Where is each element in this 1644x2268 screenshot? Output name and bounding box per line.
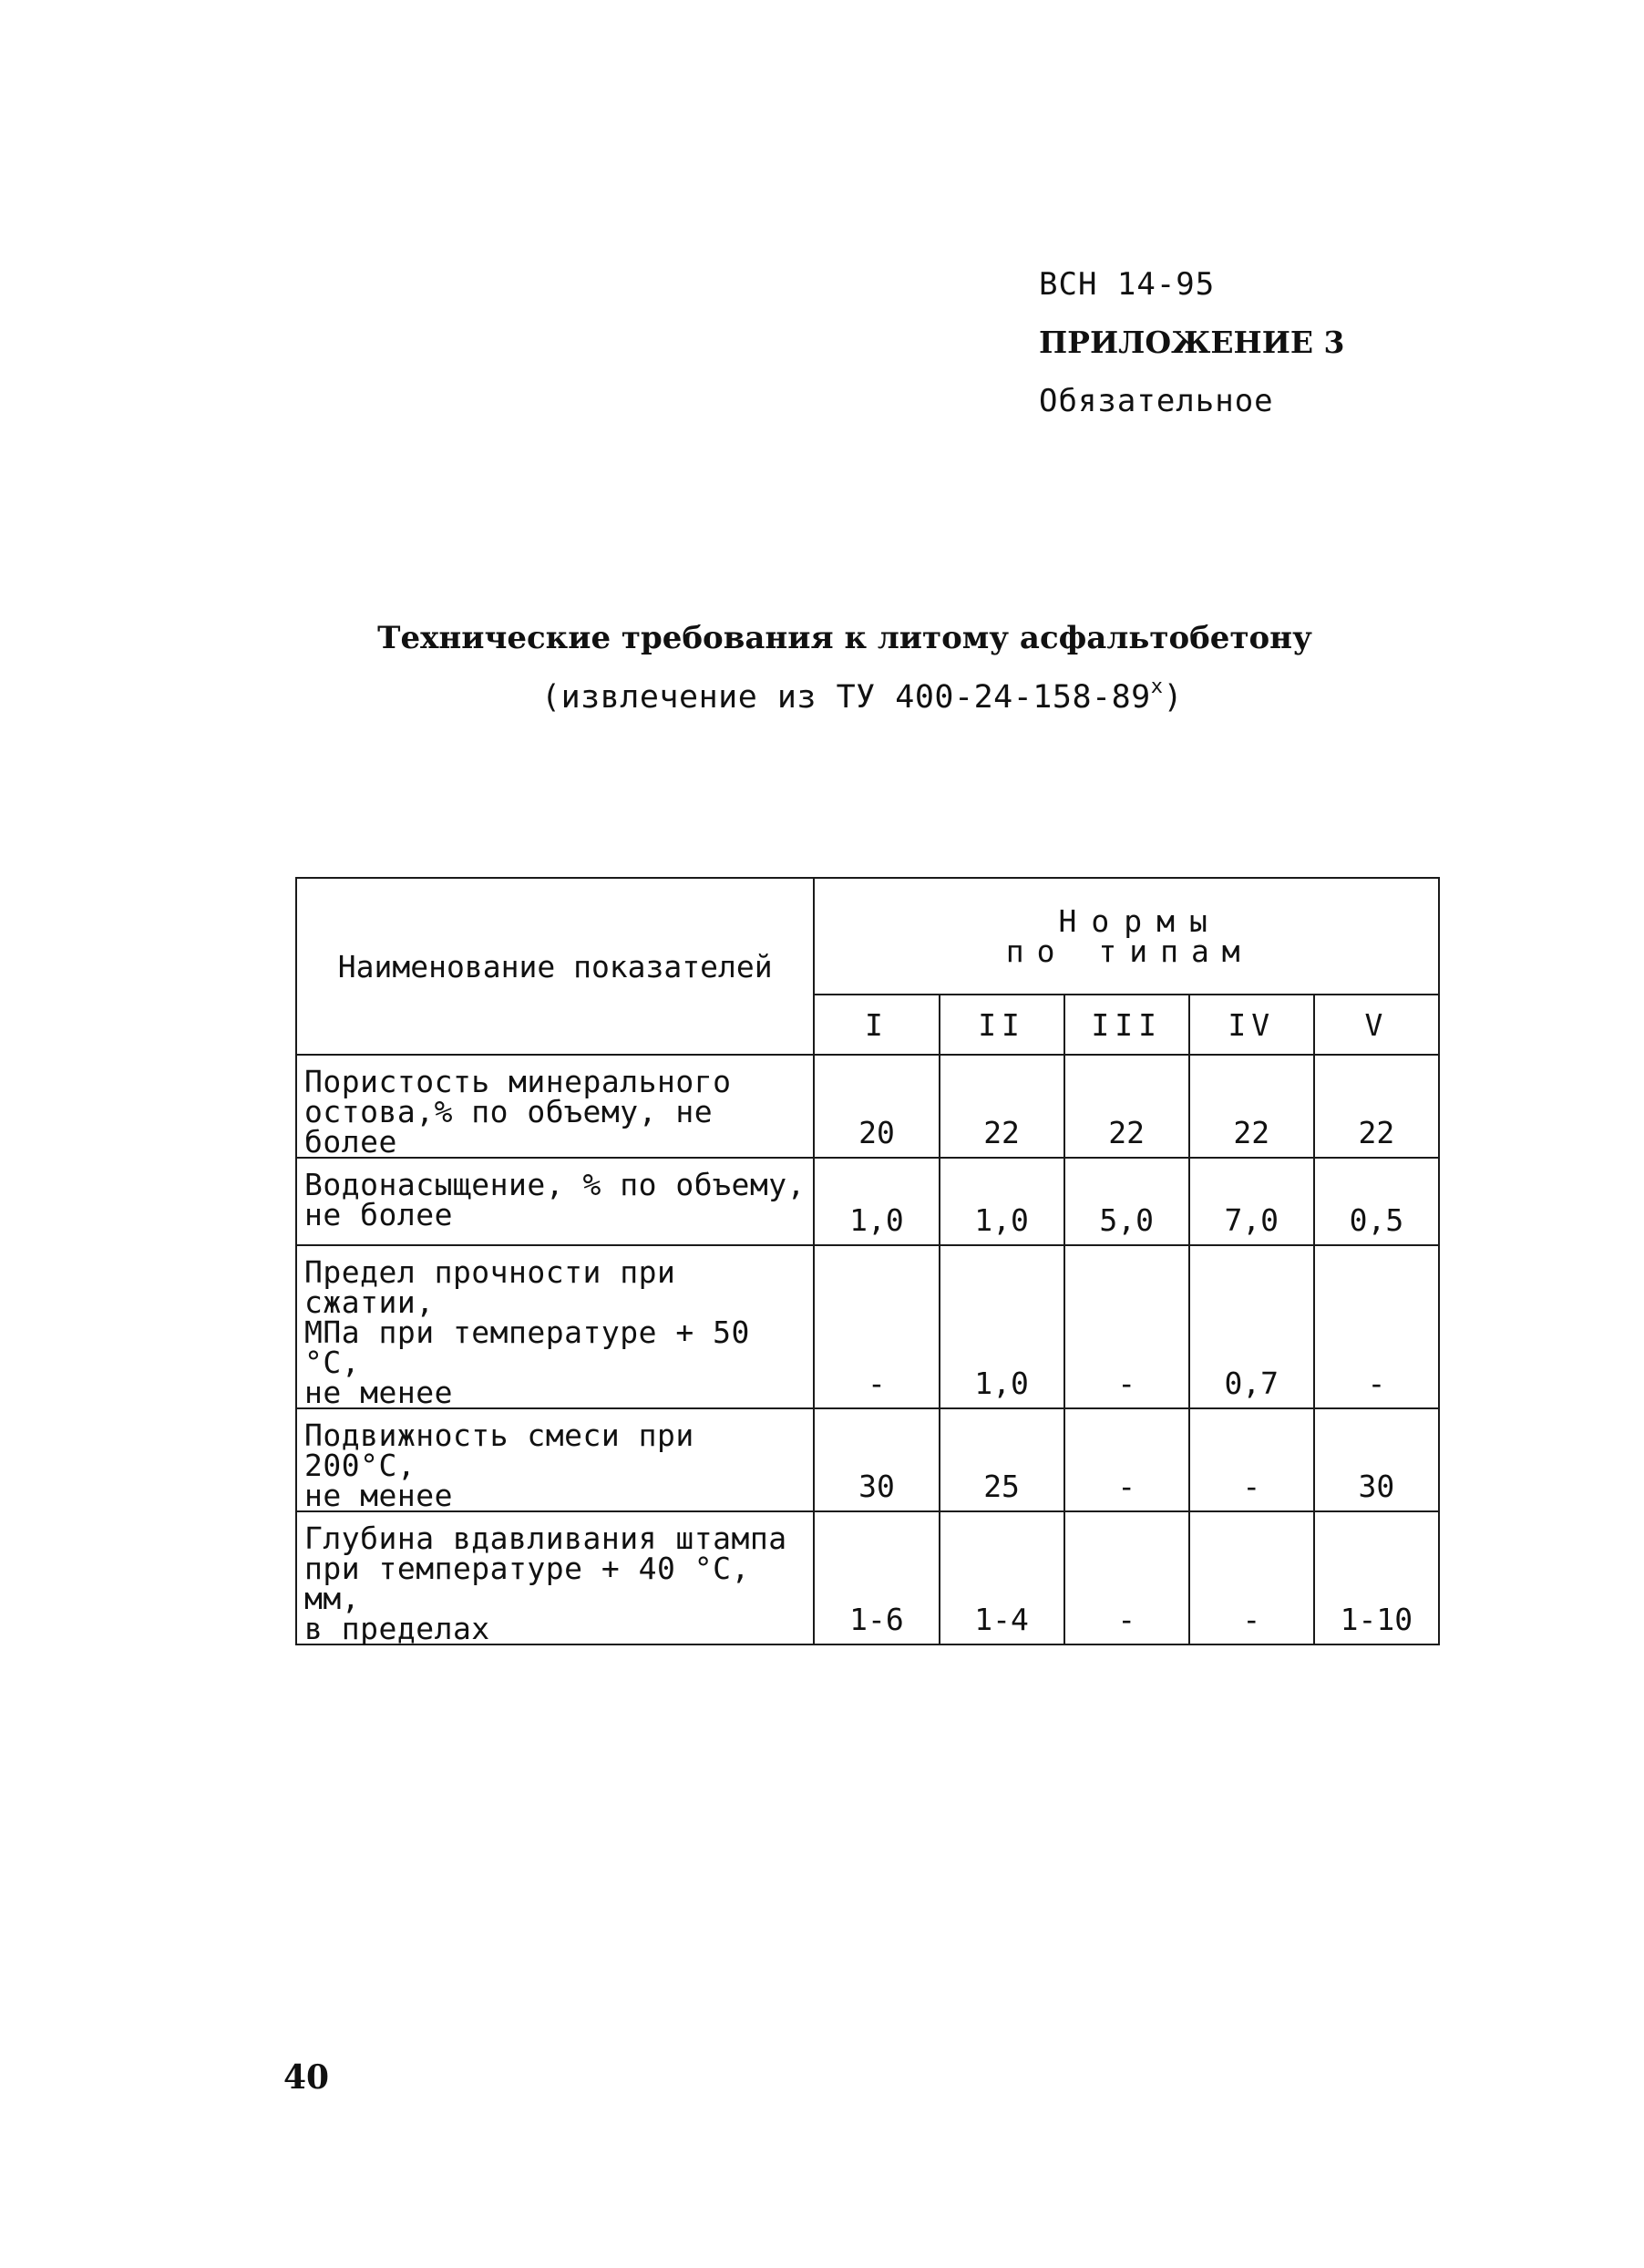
norm-value: - [1064, 1245, 1189, 1408]
norm-value: 1,0 [940, 1158, 1064, 1245]
subtitle-closing: ) [1163, 679, 1184, 716]
type-header: I [814, 995, 939, 1055]
norm-value: 22 [1064, 1055, 1189, 1158]
appendix-label: ПРИЛОЖЕНИЕ 3 [1039, 325, 1345, 360]
table-row [296, 1055, 1439, 1158]
norm-value: 30 [814, 1408, 939, 1511]
norms-header-line1: Нормы [1058, 903, 1222, 939]
indicator-name: Пористость минерального остова,% по объему, не более [296, 1055, 814, 1158]
indicator-name: Подвижность смеси при 200°С, не менее [296, 1408, 814, 1511]
document-title: Технические требования к литому асфальтобетону [377, 620, 1312, 656]
document-subtitle [541, 675, 1184, 716]
norm-value: 22 [1314, 1055, 1439, 1158]
norm-value: 1-6 [814, 1511, 939, 1644]
norms-header [814, 878, 1439, 995]
norm-value: 1-4 [940, 1511, 1064, 1644]
norm-value: - [814, 1245, 939, 1408]
norm-value: - [1064, 1408, 1189, 1511]
appendix-status: Обязательное [1039, 383, 1274, 419]
document-code: ВСН 14-95 [1039, 266, 1216, 303]
type-header: III [1064, 995, 1189, 1055]
norm-value: 22 [940, 1055, 1064, 1158]
norm-value: 0,7 [1189, 1245, 1314, 1408]
indicator-name: Водонасыщение, % по объему, не более [296, 1158, 814, 1245]
norm-value: - [1064, 1511, 1189, 1644]
table-row [296, 1511, 1439, 1644]
norm-value: 0,5 [1314, 1158, 1439, 1245]
type-header: V [1314, 995, 1439, 1055]
subtitle-superscript: x [1150, 675, 1164, 698]
type-header: II [940, 995, 1064, 1055]
indicator-name: Предел прочности при сжатии, МПа при температуре + 50 °С, не менее [296, 1245, 814, 1408]
indicator-name: Глубина вдавливания штампа при температуре + 40 °С, мм, в пределах [296, 1511, 814, 1644]
norm-value: 25 [940, 1408, 1064, 1511]
page-number: 40 [283, 2058, 330, 2097]
requirements-table [295, 877, 1440, 1645]
norm-value: 30 [1314, 1408, 1439, 1511]
norm-value: 1,0 [814, 1158, 939, 1245]
norm-value: 1-10 [1314, 1511, 1439, 1644]
table-row [296, 1158, 1439, 1245]
norm-value: 7,0 [1189, 1158, 1314, 1245]
norms-header-line2: по типам [1005, 933, 1253, 969]
type-header: IV [1189, 995, 1314, 1055]
table-row [296, 1245, 1439, 1408]
norm-value: - [1189, 1408, 1314, 1511]
indicator-name-header: Наименование показателей [296, 878, 814, 1055]
norm-value: - [1314, 1245, 1439, 1408]
norm-value: 20 [814, 1055, 939, 1158]
norm-value: 22 [1189, 1055, 1314, 1158]
subtitle-text: (извлечение из ТУ 400-24-158-89 [541, 679, 1151, 716]
norm-value: 1,0 [940, 1245, 1064, 1408]
table-row [296, 1408, 1439, 1511]
table-header-row [296, 878, 1439, 995]
norm-value: 5,0 [1064, 1158, 1189, 1245]
norm-value: - [1189, 1511, 1314, 1644]
